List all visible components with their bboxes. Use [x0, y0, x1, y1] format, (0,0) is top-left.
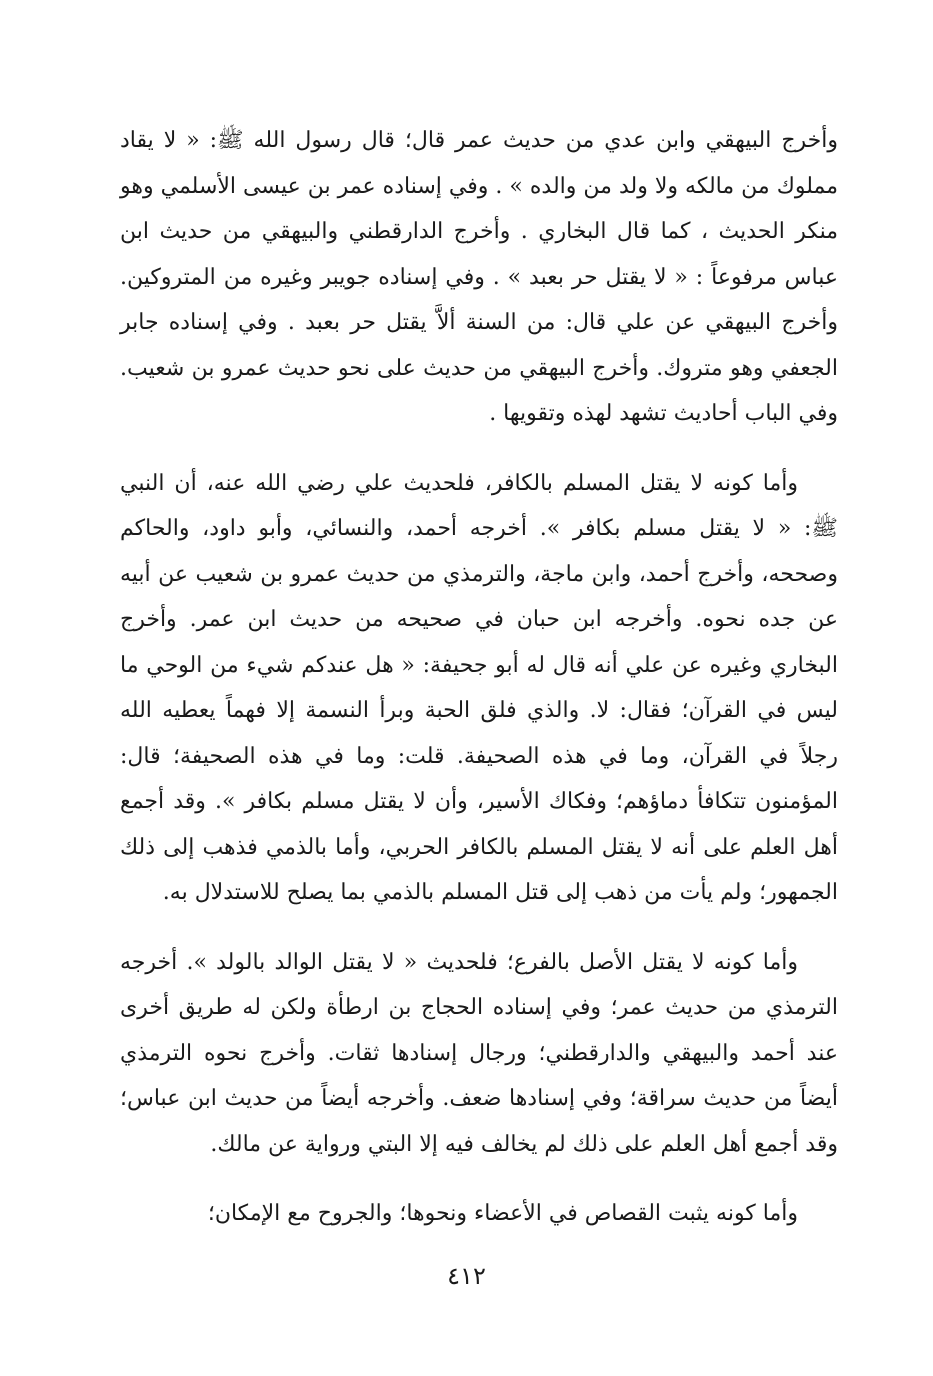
paragraph-4: وأما كونه يثبت القصاص في الأعضاء ونحوها؛ والجروح مع الإمكان؛ — [207, 1201, 798, 1226]
paragraph-3: وأما كونه لا يقتل الأصل بالفرع؛ فلحديث « لا يقتل الوالد بالولد ». أخرجه الترمذي من حديث عمر؛ وفي إسناده الحجاج بن ارطأة ولكن له طريق أخرى عند أحمد والبيهقي والدارقطني؛ ورجال إسنادها ثقات. وأخرج نحوه الترمذي أيضاً من حديث سراقة؛ وفي إسنادها ضعف. وأخرجه أيضاً من حديث ابن عباس؛ وقد أجمع أهل العلم على ذلك لم يخالف فيه إلا البتي ورواية عن مالك. — [120, 949, 838, 1157]
page-number: ٤١٢ — [447, 1262, 486, 1290]
paragraph-1: وأخرج البيهقي وابن عدي من حديث عمر قال؛ قال رسول الله ﷺ: « لا يقاد مملوك من مالكه ولا ولد من والده » . وفي إسناده عمر بن عيسى الأسلمي وهو منكر الحديث ، كما قال البخاري . وأخرج الدارقطني والبيهقي من حديث ابن عباس مرفوعاً : « لا يقتل حر بعبد » . وفي إسناده جويبر وغيره من المتروكين. وأخرج البيهقي عن علي قال: من السنة ألاَّ يقتل حر بعبد . وفي إسناده جابر الجعفي وهو متروك. وأخرج البيهقي من حديث على نحو حديث عمرو بن شعيب. وفي الباب أحاديث تشهد لهذه وتقويها . — [120, 128, 838, 426]
page-body — [120, 118, 838, 1237]
paragraph-2: وأما كونه لا يقتل المسلم بالكافر، فلحديث علي رضي الله عنه، أن النبي ﷺ: « لا يقتل مسلم بكافر ». أخرجه أحمد، والنسائي، وأبو داود، والحاكم وصححه، وأخرج أحمد، وابن ماجة، والترمذي من حديث عمرو بن شعيب عن أبيه عن جده نحوه. وأخرجه ابن حبان في صحيحه من حديث ابن عمر. وأخرج البخاري وغيره عن علي أنه قال له أبو جحيفة: « هل عندكم شيء من الوحي ما ليس في القرآن؛ فقال: لا. والذي فلق الحبة وبرأ النسمة إلا فهماً يعطيه الله رجلاً في القرآن، وما في هذه الصحيفة. قلت: وما في هذه الصحيفة؛ قال: المؤمنون تتكافأ دماؤهم؛ وفكاك الأسير، وأن لا يقتل مسلم بكافر ». وقد أجمع أهل العلم على أنه لا يقتل المسلم بالكافر الحربي، وأما بالذمي فذهب إلى ذلك الجمهور؛ ولم يأت من ذهب إلى قتل المسلم بالذمي بما يصلح للاستدلال به. — [120, 470, 838, 905]
